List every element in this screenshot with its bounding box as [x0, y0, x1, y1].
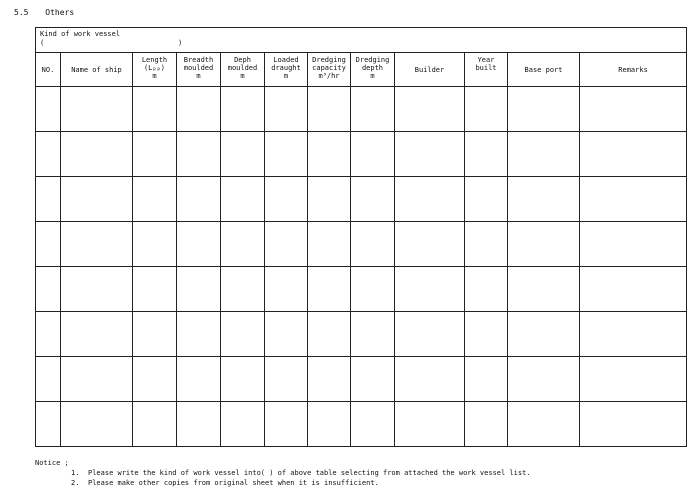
notice-title: Notice ;	[35, 459, 69, 467]
column-header-text: Builder	[414, 65, 445, 74]
section-heading	[14, 8, 74, 17]
paren-close: )	[178, 39, 183, 47]
table-row	[36, 267, 687, 312]
column-unit: m	[283, 72, 289, 80]
table-cell[interactable]	[465, 222, 508, 267]
table-cell[interactable]	[133, 222, 177, 267]
column-header-10	[508, 53, 580, 87]
table-cell[interactable]	[465, 402, 508, 447]
paren-open: (	[40, 39, 45, 47]
table-cell[interactable]	[61, 87, 133, 132]
table-cell[interactable]	[308, 87, 351, 132]
column-header-text: Dredging	[312, 56, 346, 64]
table-cell[interactable]	[395, 177, 465, 222]
notice-item-1	[35, 468, 531, 478]
table-cell[interactable]	[508, 177, 580, 222]
table-cell[interactable]	[221, 132, 265, 177]
table-row	[36, 402, 687, 447]
column-header-text: Breadth	[183, 56, 214, 64]
work-vessel-table	[35, 27, 687, 447]
table-cell[interactable]	[351, 87, 395, 132]
table-cell[interactable]	[351, 222, 395, 267]
column-header-text: Loaded	[273, 56, 299, 64]
kind-of-work-vessel-label: Kind of work vessel	[40, 30, 121, 38]
table-cell[interactable]	[221, 87, 265, 132]
table-row	[36, 132, 687, 177]
table-cell[interactable]	[36, 222, 61, 267]
table-row	[36, 312, 687, 357]
table-cell[interactable]	[265, 222, 308, 267]
table-cell[interactable]	[351, 402, 395, 447]
column-header-6	[308, 53, 351, 87]
table-cell[interactable]	[133, 312, 177, 357]
table-cell[interactable]	[508, 312, 580, 357]
section-number: 5.5	[14, 8, 29, 17]
table-cell[interactable]	[465, 132, 508, 177]
table-cell[interactable]	[36, 312, 61, 357]
table-cell[interactable]	[177, 177, 221, 222]
table-cell[interactable]	[177, 87, 221, 132]
table-cell[interactable]	[36, 177, 61, 222]
table-cell[interactable]	[133, 357, 177, 402]
column-header-8	[395, 53, 465, 87]
table-cell[interactable]	[308, 222, 351, 267]
table-cell[interactable]	[61, 267, 133, 312]
table-cell[interactable]	[308, 132, 351, 177]
table-cell[interactable]	[221, 267, 265, 312]
table-cell[interactable]	[221, 357, 265, 402]
table-cell[interactable]	[308, 177, 351, 222]
column-header-text: capacity	[312, 64, 346, 72]
table-cell[interactable]	[580, 132, 687, 177]
table-cell[interactable]	[265, 312, 308, 357]
table-cell[interactable]	[61, 402, 133, 447]
notice-item-2	[35, 478, 531, 488]
column-header-3	[177, 53, 221, 87]
table-cell[interactable]	[36, 132, 61, 177]
table-cell[interactable]	[395, 87, 465, 132]
table-cell[interactable]	[580, 267, 687, 312]
table-cell[interactable]	[265, 357, 308, 402]
column-header-1	[61, 53, 133, 87]
table-cell[interactable]	[580, 87, 687, 132]
column-header-text: moulded	[227, 64, 258, 72]
table-cell[interactable]	[36, 87, 61, 132]
table-cell[interactable]	[308, 357, 351, 402]
column-header-11	[580, 53, 687, 87]
table-cell[interactable]	[177, 267, 221, 312]
table-cell[interactable]	[580, 312, 687, 357]
notice-item-1-text: Please write the kind of work vessel into( ) of above table selecting from attached the work vessel list.	[88, 469, 531, 477]
table-cell[interactable]	[133, 87, 177, 132]
column-header-5	[265, 53, 308, 87]
table-cell[interactable]	[508, 222, 580, 267]
table-cell[interactable]	[395, 267, 465, 312]
table-cell[interactable]	[221, 177, 265, 222]
column-header-text: (Lₚₚ)	[143, 64, 166, 72]
column-header-9	[465, 53, 508, 87]
column-unit: m	[152, 72, 157, 80]
notice-item-1-index: 1.	[71, 469, 80, 477]
table-cell[interactable]	[221, 222, 265, 267]
column-header-text: Deph	[234, 56, 251, 64]
table-cell[interactable]	[308, 402, 351, 447]
column-unit: m	[370, 72, 375, 80]
table-cell[interactable]	[133, 267, 177, 312]
table-cell[interactable]	[351, 267, 395, 312]
table-row	[36, 177, 687, 222]
table-cell[interactable]	[508, 402, 580, 447]
table-cell[interactable]	[395, 222, 465, 267]
table-cell[interactable]	[465, 312, 508, 357]
column-unit: m	[196, 72, 201, 80]
table-cell[interactable]	[308, 312, 351, 357]
kind-of-work-vessel-cell[interactable]	[36, 28, 687, 53]
table-cell[interactable]	[61, 177, 133, 222]
table-cell[interactable]	[265, 177, 308, 222]
column-header-0	[36, 53, 61, 87]
table-cell[interactable]	[465, 177, 508, 222]
table-cell[interactable]	[177, 222, 221, 267]
table-cell[interactable]	[351, 132, 395, 177]
table-cell[interactable]	[133, 132, 177, 177]
column-header-text: Length	[141, 56, 168, 64]
table-cell[interactable]	[351, 357, 395, 402]
table-cell[interactable]	[580, 222, 687, 267]
table-cell[interactable]	[133, 177, 177, 222]
table-cell[interactable]	[465, 267, 508, 312]
table-cell[interactable]	[308, 267, 351, 312]
table-cell[interactable]	[395, 132, 465, 177]
table-cell[interactable]	[265, 402, 308, 447]
table-cell[interactable]	[508, 267, 580, 312]
table-cell[interactable]	[580, 357, 687, 402]
column-header-text: depth	[361, 64, 384, 72]
column-header-7	[351, 53, 395, 87]
notice-item-2-index: 2.	[71, 479, 80, 487]
table-cell[interactable]	[36, 357, 61, 402]
table-cell[interactable]	[351, 177, 395, 222]
column-header-text: Base port	[524, 65, 563, 74]
table-cell[interactable]	[351, 312, 395, 357]
column-header-text: built	[475, 64, 497, 72]
table-cell[interactable]	[508, 357, 580, 402]
table-cell[interactable]	[395, 357, 465, 402]
column-header-text: moulded	[183, 64, 214, 72]
table-cell[interactable]	[61, 312, 133, 357]
table-cell[interactable]	[61, 222, 133, 267]
table-cell[interactable]	[177, 132, 221, 177]
column-header-2	[133, 53, 177, 87]
column-header-text: Year	[477, 56, 495, 64]
column-unit: m³/hr	[318, 72, 340, 80]
table-cell[interactable]	[177, 402, 221, 447]
header-row	[36, 53, 687, 87]
table-cell[interactable]	[395, 402, 465, 447]
table-cell[interactable]	[265, 267, 308, 312]
column-unit: m	[240, 72, 245, 80]
column-header-text: draught	[271, 64, 301, 72]
table-cell[interactable]	[36, 267, 61, 312]
table-row	[36, 222, 687, 267]
table-cell[interactable]	[265, 87, 308, 132]
table-cell[interactable]	[265, 132, 308, 177]
table-row	[36, 357, 687, 402]
table-cell[interactable]	[221, 312, 265, 357]
table-cell[interactable]	[465, 357, 508, 402]
table-cell[interactable]	[133, 402, 177, 447]
table-cell[interactable]	[61, 132, 133, 177]
table-cell[interactable]	[395, 312, 465, 357]
table-cell[interactable]	[580, 402, 687, 447]
table-cell[interactable]	[221, 402, 265, 447]
table-row	[36, 87, 687, 132]
table-cell[interactable]	[465, 87, 508, 132]
table-cell[interactable]	[61, 357, 133, 402]
column-header-text: NO.	[41, 65, 55, 74]
table-cell[interactable]	[508, 132, 580, 177]
notice	[35, 458, 531, 488]
table-cell[interactable]	[580, 177, 687, 222]
notice-item-2-text: Please make other copies from original sheet when it is insufficient.	[88, 479, 379, 487]
table-cell[interactable]	[36, 402, 61, 447]
section-title: Others	[45, 8, 75, 17]
column-header-text: Dredging	[355, 56, 390, 64]
table-cell[interactable]	[177, 312, 221, 357]
column-header-text: Remarks	[618, 65, 648, 74]
table-cell[interactable]	[508, 87, 580, 132]
column-header-text: Name of ship	[71, 65, 122, 74]
column-header-4	[221, 53, 265, 87]
table-cell[interactable]	[177, 357, 221, 402]
